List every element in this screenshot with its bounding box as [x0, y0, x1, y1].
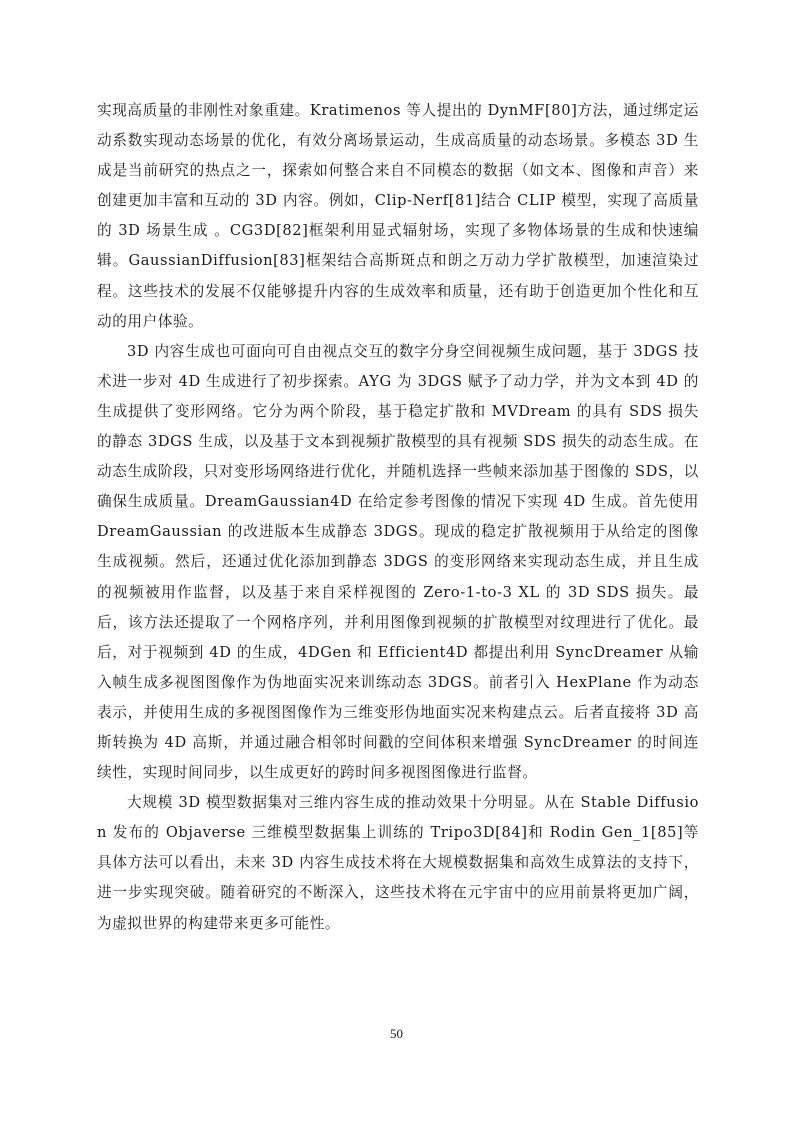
paragraph-continuation: 实现高质量的非刚性对象重建。Kratimenos 等人提出的 DynMF[80]方法，通过绑定运动系数实现动态场景的优化，有效分离场景运动，生成高质量的动态场景。多模态 3D 生成是当前研究的热点之一，探索如何整合来自不同模态的数据（如文本、图像和声音）来创建更加丰富和互动的 3D 内容。例如，Clip-Nerf[81]结合 CLIP 模型，实现了高质量的 3D 场景生成 。CG3D[82]框架利用显式辐射场，实现了多物体场景的生成和快速编辑。GaussianDiffusion[83]框架结合高斯斑点和朗之万动力学扩散模型，加速渲染过程。这些技术的发展不仅能够提升内容的生成效率和质量，还有助于创造更加个性化和互动的用户体验。	[97, 102, 699, 330]
paragraph-large-scale-datasets: 大规模 3D 模型数据集对三维内容生成的推动效果十分明显。从在 Stable Diffusion 发布的 Objaverse 三维模型数据集上训练的 Tripo3D[84]和 Rodin Gen_1[85]等具体方法可以看出，未来 3D 内容生成技术将在大规模数据集和高效生成算法的支持下，进一步实现突破。随着研究的不断深入，这些技术将在元宇宙中的应用前景将更加广阔，为虚拟世界的构建带来更多可能性。	[97, 794, 699, 932]
body-text	[97, 96, 699, 939]
page-number: 50	[390, 1026, 403, 1041]
paragraph-4d-generation: 3D 内容生成也可面向可自由视点交互的数字分身空间视频生成问题，基于 3DGS 技术进一步对 4D 生成进行了初步探索。AYG 为 3DGS 赋予了动力学，并为文本到 4D 的生成提供了变形网络。它分为两个阶段，基于稳定扩散和 MVDream 的具有 SDS 损失的静态 3DGS 生成，以及基于文本到视频扩散模型的具有视频 SDS 损失的动态生成。在动态生成阶段，只对变形场网络进行优化，并随机选择一些帧来添加基于图像的 SDS，以确保生成质量。DreamGaussian4D 在给定参考图像的情况下实现 4D 生成。首先使用 DreamGaussian 的改进版本生成静态 3DGS。现成的稳定扩散视频用于从给定的图像生成视频。然后，还通过优化添加到静态 3DGS 的变形网络来实现动态生成，并且生成的视频被用作监督，以及基于来自采样视图的 Zero-1-to-3 XL 的 3D SDS 损失。最后，该方法还提取了一个网格序列，并利用图像到视频的扩散模型对纹理进行了优化。最后，对于视频到 4D 的生成，4DGen 和 Efficient4D 都提出利用 SyncDreamer 从输入帧生成多视图图像作为伪地面实况来训练动态 3DGS。前者引入 HexPlane 作为动态表示，并使用生成的多视图图像作为三维变形伪地面实况来构建点云。后者直接将 3D 高斯转换为 4D 高斯，并通过融合相邻时间戳的空间体积来增强 SyncDreamer 的时间连续性，实现时间同步，以生成更好的跨时间多视图图像进行监督。	[97, 342, 699, 782]
